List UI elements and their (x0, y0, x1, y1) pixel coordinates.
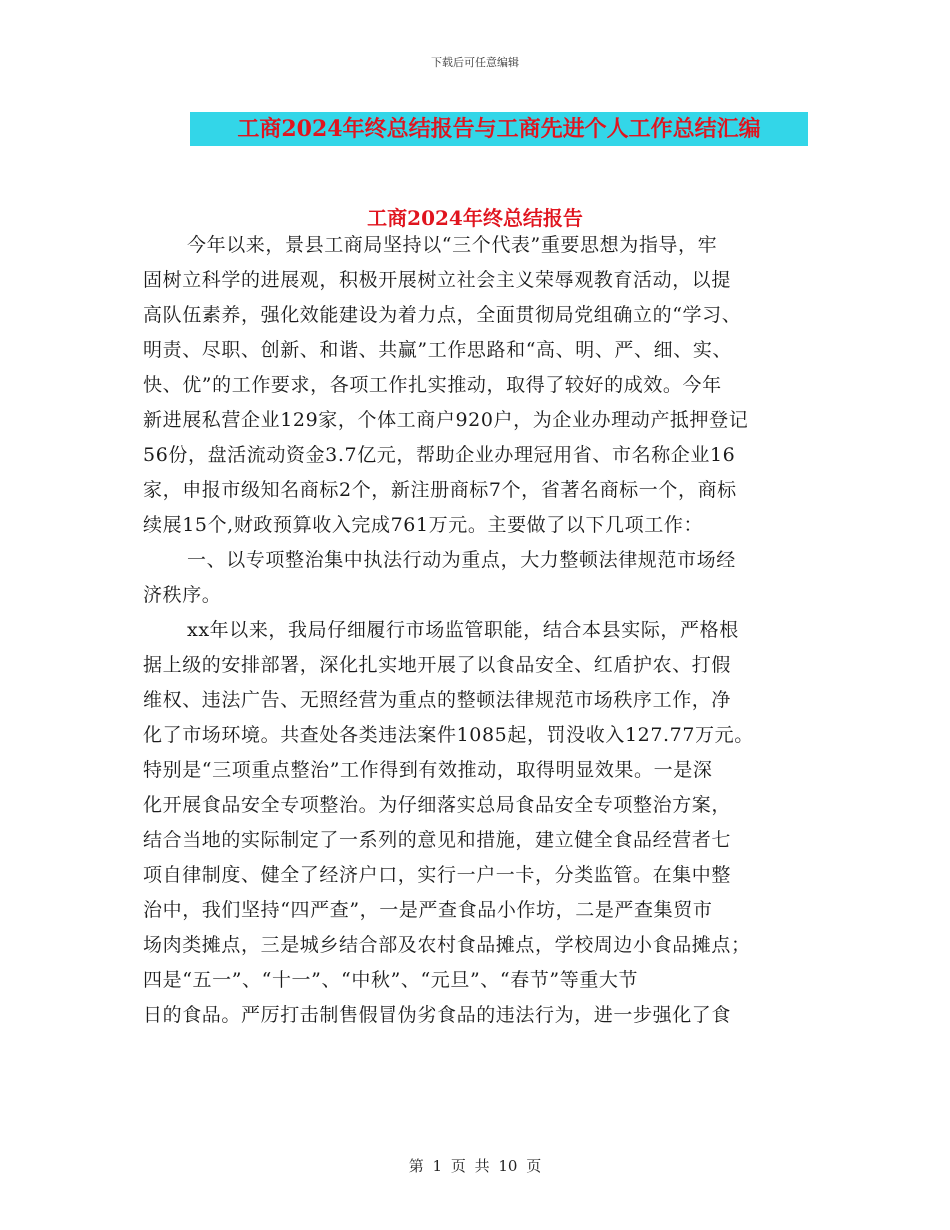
paragraph-line: 新进展私营企业129家，个体工商户920户，为企业办理动产抵押登记 (143, 409, 749, 431)
page-number: 第 1 页 共 10 页 (408, 1157, 542, 1175)
header-note: 下载后可任意编辑 (431, 56, 519, 69)
paragraph-line: 治中，我们坚持“四严查”，一是严查食品小作坊，二是严查集贸市 (143, 899, 713, 921)
paragraph-line: 快、优”的工作要求，各项工作扎实推动，取得了较好的成效。今年 (143, 374, 722, 396)
paragraph-line: 维权、违法广告、无照经营为重点的整顿法律规范市场秩序工作，净 (143, 689, 732, 711)
paragraph-line: 日的食品。严厉打击制售假冒伪劣食品的违法行为，进一步强化了食 (143, 1004, 732, 1026)
paragraph-line: 明责、尽职、创新、和谐、共赢”工作思路和“高、明、严、细、实、 (143, 339, 733, 361)
paragraph-line: 一、以专项整治集中执法行动为重点，大力整顿法律规范市场经 (187, 549, 736, 571)
paragraph-line: 化开展食品安全专项整治。为仔细落实总局食品安全专项整治方案， (143, 794, 732, 816)
paragraph-line: xx年以来，我局仔细履行市场监管职能，结合本县实际，严格根 (187, 619, 739, 641)
paragraph-line: 结合当地的实际制定了一系列的意见和措施，建立健全食品经营者七 (143, 829, 732, 851)
paragraph-line: 家，申报市级知名商标2个，新注册商标7个，省著名商标一个，商标 (143, 479, 737, 501)
paragraph-line: 场肉类摊点，三是城乡结合部及农村食品摊点，学校周边小食品摊点； (143, 934, 751, 956)
paragraph-line: 特别是“三项重点整治”工作得到有效推动，取得明显效果。一是深 (143, 759, 713, 781)
paragraph-line: 化了市场环境。共查处各类违法案件1085起，罚没收入127.77万元。 (143, 724, 754, 746)
paragraph-line: 据上级的安排部署，深化扎实地开展了以食品安全、红盾护农、打假 (143, 654, 732, 676)
paragraph-line: 四是“五一”、“十一”、“中秋”、“元旦”、“春节”等重大节 (143, 969, 639, 991)
paragraph-line: 高队伍素养，强化效能建设为着力点，全面贯彻局党组确立的“学习、 (143, 304, 742, 326)
paragraph-line: 56份，盘活流动资金3.7亿元，帮助企业办理冠用省、市名称企业16 (143, 444, 736, 466)
paragraph-line: 项自律制度、健全了经济户口，实行一户一卡，分类监管。在集中整 (143, 864, 732, 886)
paragraph-line: 济秩序。 (143, 584, 222, 606)
document-body (143, 228, 811, 1033)
paragraph-line: 续展15个,财政预算收入完成761万元。主要做了以下几项工作： (143, 514, 704, 536)
paragraph-line: 今年以来，景县工商局坚持以“三个代表”重要思想为指导，牢 (187, 234, 718, 256)
section-title: 工商2024年终总结报告 (367, 206, 583, 230)
document-title: 工商2024年终总结报告与工商先进个人工作总结汇编 (237, 116, 761, 142)
paragraph-line: 固树立科学的进展观，积极开展树立社会主义荣辱观教育活动，以提 (143, 269, 732, 291)
